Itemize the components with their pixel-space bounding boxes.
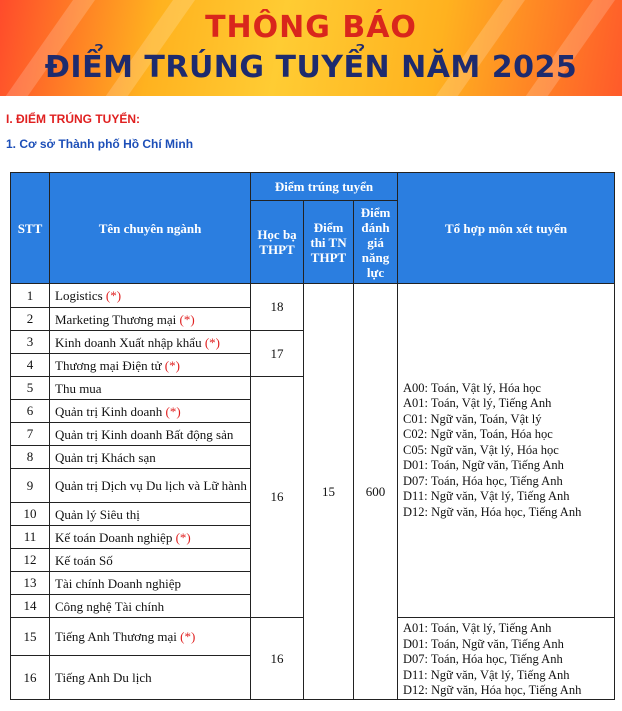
header-stt: STT — [11, 173, 50, 284]
hocba-score: 17 — [251, 331, 304, 377]
section-title: I. ĐIỂM TRÚNG TUYỂN: — [6, 112, 140, 126]
combination-item: D12: Ngữ văn, Hóa học, Tiếng Anh — [403, 683, 582, 697]
row-major-name — [50, 503, 251, 526]
row-stt: 9 — [11, 469, 50, 503]
combination-item: D01: Toán, Ngữ văn, Tiếng Anh — [403, 636, 564, 651]
combination-item: C05: Ngữ văn, Vật lý, Hóa học — [403, 442, 559, 457]
row-major-name — [50, 423, 251, 446]
header-major: Tên chuyên ngành — [50, 173, 251, 284]
major-name-text: Tiếng Anh Thương mại — [55, 629, 177, 644]
admission-score-table — [10, 172, 615, 700]
row-stt: 8 — [11, 446, 50, 469]
row-major-name — [50, 400, 251, 423]
dgnl-score: 600 — [354, 284, 398, 700]
priority-mark: (*) — [179, 311, 195, 327]
thpt-score: 15 — [304, 284, 354, 700]
banner-subtitle: ĐIỂM TRÚNG TUYỂN NĂM 2025 — [44, 50, 578, 85]
combination-item: A01: Toán, Vật lý, Tiếng Anh — [403, 621, 552, 635]
banner-title: THÔNG BÁO — [205, 10, 417, 45]
row-stt: 7 — [11, 423, 50, 446]
major-name-text: Công nghệ Tài chính — [55, 598, 165, 614]
table-body — [11, 284, 615, 700]
combination-item: C02: Ngữ văn, Toán, Hóa học — [403, 427, 553, 442]
row-major-name — [50, 549, 251, 572]
priority-mark: (*) — [175, 529, 191, 545]
hocba-score: 18 — [251, 284, 304, 331]
combination-item: D07: Toán, Hóa học, Tiếng Anh — [403, 652, 563, 666]
row-stt: 1 — [11, 284, 50, 308]
major-name-text: Thương mại Điện tử — [55, 357, 162, 373]
row-major-name — [50, 308, 251, 331]
row-stt: 11 — [11, 526, 50, 549]
priority-mark: (*) — [105, 288, 122, 303]
combination-item: C01: Ngữ văn, Toán, Vật lý — [403, 411, 542, 426]
combination-item: D11: Ngữ văn, Vật lý, Tiếng Anh — [403, 489, 570, 504]
combination-item: A01: Toán, Vật lý, Tiếng Anh — [403, 396, 552, 411]
major-name-text: Tiếng Anh Du lịch — [55, 670, 152, 685]
row-stt: 12 — [11, 549, 50, 572]
header-score-group: Điểm trúng tuyển — [251, 173, 398, 201]
priority-mark: (*) — [180, 629, 196, 644]
row-major-name — [50, 618, 251, 656]
major-name-text: Quản lý Siêu thị — [55, 506, 140, 522]
row-major-name — [50, 354, 251, 377]
major-name-text: Kinh doanh Xuất nhập khẩu — [55, 334, 202, 350]
major-name-text: Tài chính Doanh nghiệp — [55, 575, 181, 591]
row-stt: 2 — [11, 308, 50, 331]
combination-item: D11: Ngữ văn, Vật lý, Tiếng Anh — [403, 667, 570, 682]
row-stt: 4 — [11, 354, 50, 377]
row-stt: 15 — [11, 618, 50, 656]
row-major-name — [50, 377, 251, 400]
hocba-score: 16 — [251, 377, 304, 618]
subsection-title: 1. Cơ sở Thành phố Hồ Chí Minh — [6, 137, 194, 151]
combination-list — [398, 618, 615, 700]
major-name-text: Kế toán Số — [55, 552, 113, 568]
combination-list — [398, 284, 615, 618]
row-major-name — [50, 656, 251, 700]
row-major-name — [50, 526, 251, 549]
row-stt: 10 — [11, 503, 50, 526]
combination-item: D01: Toán, Ngữ văn, Tiếng Anh — [403, 458, 564, 473]
row-major-name — [50, 446, 251, 469]
hocba-score: 16 — [251, 618, 304, 700]
row-stt: 6 — [11, 400, 50, 423]
major-name-text: Thu mua — [55, 380, 102, 396]
header-thpt: Điểm thi TN THPT — [304, 201, 354, 284]
row-stt: 16 — [11, 656, 50, 700]
row-major-name — [50, 469, 251, 503]
table-row — [11, 284, 615, 308]
row-major-name — [50, 284, 251, 308]
header-dgnl: Điểm đánh giá năng lực — [354, 201, 398, 284]
priority-mark: (*) — [204, 334, 221, 350]
major-name-text: Logistics — [55, 288, 103, 303]
major-name-text: Quản trị Dịch vụ Du lịch và Lữ hành — [55, 478, 247, 493]
priority-mark: (*) — [164, 357, 180, 373]
major-name-text: Kế toán Doanh nghiệp — [55, 529, 173, 545]
header-combination: Tổ hợp môn xét tuyển — [398, 173, 615, 284]
header-hocba: Học bạ THPT — [251, 201, 304, 284]
row-major-name — [50, 595, 251, 618]
row-stt: 5 — [11, 377, 50, 400]
major-name-text: Marketing Thương mại — [55, 311, 177, 327]
row-stt: 13 — [11, 572, 50, 595]
major-name-text: Quản trị Kinh doanh — [55, 403, 163, 419]
major-name-text: Quản trị Khách sạn — [55, 449, 156, 465]
combination-item: D12: Ngữ văn, Hóa học, Tiếng Anh — [403, 504, 582, 519]
row-major-name — [50, 572, 251, 595]
major-name-text: Quản trị Kinh doanh Bất động sản — [55, 426, 234, 442]
row-stt: 14 — [11, 595, 50, 618]
priority-mark: (*) — [165, 403, 181, 419]
row-major-name — [50, 331, 251, 354]
combination-item: D07: Toán, Hóa học, Tiếng Anh — [403, 473, 563, 488]
header-banner — [0, 0, 622, 96]
row-stt: 3 — [11, 331, 50, 354]
combination-item: A00: Toán, Vật lý, Hóa học — [403, 380, 541, 395]
